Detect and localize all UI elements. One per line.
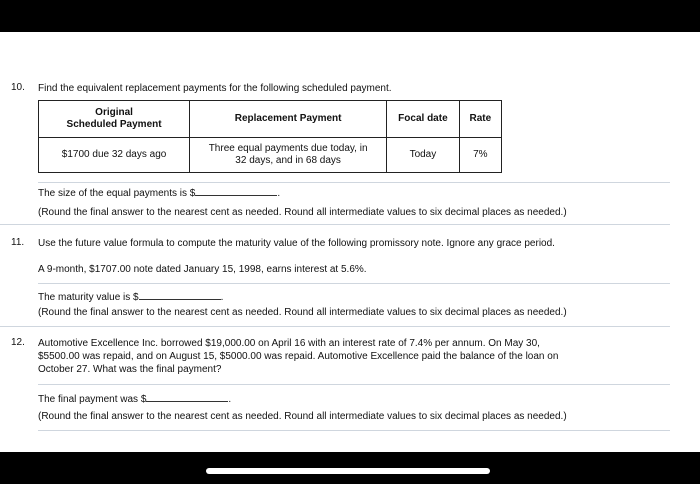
q10-prompt: Find the equivalent replacement payments for the following scheduled payment. [38, 83, 392, 94]
q12-answer-prefix: The final payment was $ [38, 394, 147, 405]
divider [38, 182, 670, 183]
header-focal-date: Focal date [387, 101, 460, 138]
cell-replacement [190, 138, 387, 173]
q10-answer-suffix: . [277, 188, 281, 199]
q11-instruction: (Round the final answer to the nearest cent as needed. Round all intermediate values to six decimal places as needed.) [38, 307, 567, 318]
q11-answer [38, 290, 223, 304]
cell-original: $1700 due 32 days ago [39, 138, 190, 173]
q12-prompt-line3: October 27. What was the final payment? [38, 364, 222, 375]
q12-prompt-line1: Automotive Excellence Inc. borrowed $19,000.00 on April 16 with an interest rate of 7.4% per annum. On May 30, [38, 338, 540, 349]
q11-prompt: Use the future value formula to compute the maturity value of the following promissory note. Ignore any grace period. [38, 238, 555, 249]
q11-answer-suffix: . [220, 292, 224, 303]
q10-answer-input[interactable] [195, 186, 277, 196]
q10-answer-prefix: The size of the equal payments is $ [38, 188, 196, 199]
q12-number: 12. [11, 337, 25, 348]
cell-focal-date: Today [387, 138, 460, 173]
header-original-line2: Scheduled Payment [66, 119, 162, 130]
divider [0, 326, 670, 327]
q12-prompt [38, 337, 558, 376]
q11-answer-input[interactable] [139, 290, 221, 300]
q11-answer-prefix: The maturity value is $ [38, 292, 139, 303]
table-header-row [39, 101, 502, 138]
q12-answer-suffix: . [228, 394, 232, 405]
cell-rate: 7% [459, 138, 501, 173]
schedule-table [38, 100, 502, 173]
home-indicator[interactable] [206, 468, 490, 474]
header-replacement: Replacement Payment [190, 101, 387, 138]
q10-answer [38, 186, 280, 200]
header-original [39, 101, 190, 138]
divider [38, 283, 670, 284]
table-row [39, 138, 502, 173]
cell-replacement-line2: 32 days, and in 68 days [235, 155, 341, 166]
q12-answer [38, 392, 231, 406]
q12-answer-input[interactable] [146, 392, 228, 402]
divider [38, 430, 670, 431]
divider [38, 384, 670, 385]
header-original-line1: Original [95, 107, 133, 118]
q10-instruction: (Round the final answer to the nearest cent as needed. Round all intermediate values to six decimal places as needed.) [38, 207, 567, 218]
q12-prompt-line2: $5500.00 was repaid, and on August 15, $5000.00 was repaid. Automotive Excellence paid the balance of the loan on [38, 351, 559, 362]
divider [0, 224, 670, 225]
cell-replacement-line1: Three equal payments due today, in [208, 143, 368, 154]
q12-instruction: (Round the final answer to the nearest cent as needed. Round all intermediate values to six decimal places as needed.) [38, 411, 567, 422]
q11-number: 11. [11, 237, 25, 248]
homework-sheet [0, 32, 700, 452]
q10-number: 10. [11, 82, 25, 93]
header-rate: Rate [459, 101, 501, 138]
q11-detail: A 9-month, $1707.00 note dated January 15, 1998, earns interest at 5.6%. [38, 264, 367, 275]
